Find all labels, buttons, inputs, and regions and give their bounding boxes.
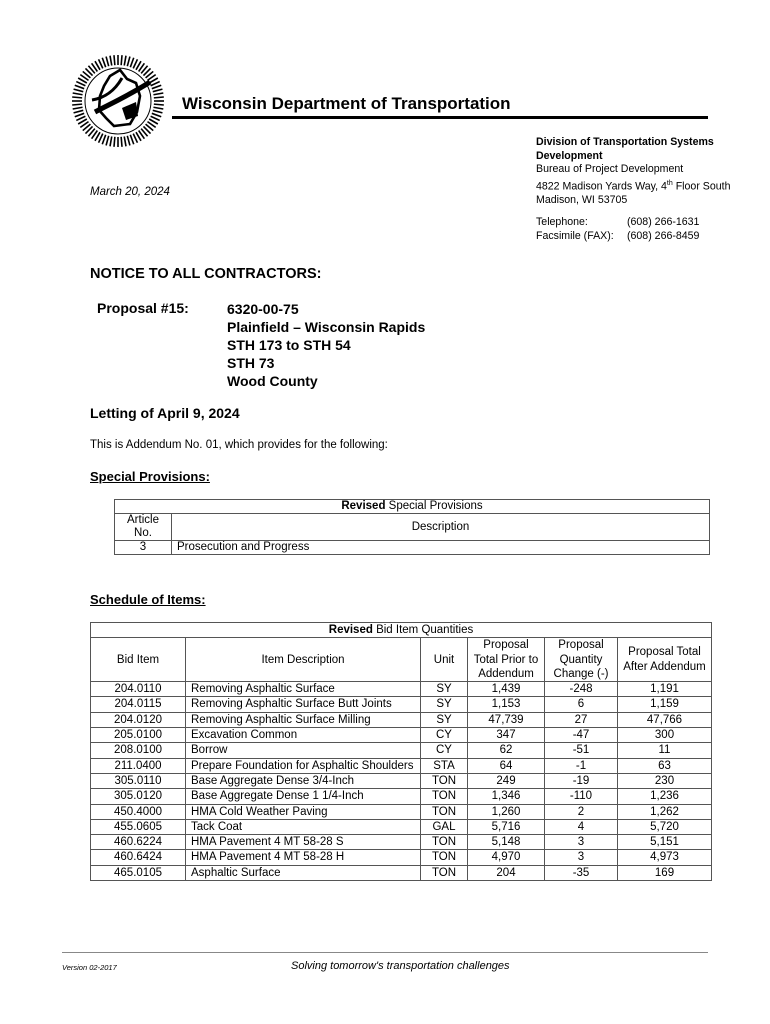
unit-cell: TON [421, 865, 468, 880]
wisdot-logo [70, 52, 166, 150]
proposal-line: STH 173 to STH 54 [227, 337, 351, 353]
table-title [115, 500, 710, 514]
total-after-cell: 5,720 [618, 819, 712, 834]
total-prior-cell: 347 [468, 728, 545, 743]
unit-cell: GAL [421, 819, 468, 834]
total-after-cell: 1,262 [618, 804, 712, 819]
total-after-cell: 63 [618, 758, 712, 773]
proposal-details [227, 300, 425, 390]
fax-row [536, 229, 699, 243]
bid-item-cell: 208.0100 [91, 743, 186, 758]
addendum-intro: This is Addendum No. 01, which provides for the following: [90, 439, 388, 451]
column-header-unit: Unit [421, 638, 468, 682]
total-prior-cell: 5,716 [468, 819, 545, 834]
logo-tick [153, 89, 163, 92]
unit-cell: STA [421, 758, 468, 773]
division-title-line-2: Development [536, 149, 603, 162]
logo-tick [73, 93, 83, 95]
total-prior-cell: 1,439 [468, 682, 545, 697]
item-description-cell: HMA Pavement 4 MT 58-28 H [186, 850, 421, 865]
bid-item-cell: 305.0110 [91, 773, 186, 788]
logo-tick [114, 137, 115, 147]
proposal-label: Proposal #15: [97, 300, 189, 316]
footer-rule [62, 952, 708, 953]
city-state-zip: Madison, WI 53705 [536, 193, 628, 206]
logo-tick [154, 104, 164, 105]
column-header-bid-item: Bid Item [91, 638, 186, 682]
logo-tick [124, 136, 126, 146]
telephone-row [536, 215, 699, 229]
street-address-sup: th [666, 179, 673, 187]
table-row [91, 682, 712, 697]
total-after-cell: 230 [618, 773, 712, 788]
bureau-name: Bureau of Project Development [536, 163, 684, 176]
quantity-change-cell: -1 [545, 758, 618, 773]
table-title-row [91, 623, 712, 638]
logo-tick [106, 57, 109, 67]
logo-tick [102, 135, 105, 144]
item-description-cell: Removing Asphaltic Surface [186, 682, 421, 697]
item-description-cell: HMA Pavement 4 MT 58-28 S [186, 835, 421, 850]
table-title-bold: Revised [341, 500, 386, 512]
table-row [91, 758, 712, 773]
division-address [536, 136, 730, 208]
quantity-change-cell: -110 [545, 789, 618, 804]
unit-cell: CY [421, 743, 468, 758]
proposal-line: 6320-00-75 [227, 301, 299, 317]
quantity-change-cell: 6 [545, 697, 618, 712]
unit-cell: CY [421, 728, 468, 743]
column-header-total-after: Proposal Total After Addendum [618, 638, 712, 682]
table-row [91, 804, 712, 819]
telephone-label: Telephone: [536, 216, 588, 228]
logo-tick [127, 136, 130, 146]
item-description-cell: Base Aggregate Dense 3/4-Inch [186, 773, 421, 788]
unit-cell: TON [421, 804, 468, 819]
item-description-cell: HMA Cold Weather Paving [186, 804, 421, 819]
letter-date: March 20, 2024 [90, 186, 170, 198]
bid-item-cell: 465.0105 [91, 865, 186, 880]
header-rule [172, 116, 708, 119]
table-row [91, 712, 712, 727]
total-after-cell: 1,236 [618, 789, 712, 804]
total-prior-cell: 4,970 [468, 850, 545, 865]
table-row [91, 697, 712, 712]
unit-cell: SY [421, 682, 468, 697]
logo-tick [110, 56, 112, 66]
schedule-of-items-heading: Schedule of Items: [90, 592, 206, 607]
table-row [91, 773, 712, 788]
bid-item-cell: 204.0115 [91, 697, 186, 712]
unit-cell: SY [421, 712, 468, 727]
proposal-line: Wood County [227, 373, 318, 389]
contact-numbers [536, 215, 699, 243]
bid-item-cell: 460.6224 [91, 835, 186, 850]
table-title-rest: Bid Item Quantities [372, 624, 474, 636]
quantity-change-cell: -248 [545, 682, 618, 697]
unit-cell: TON [421, 773, 468, 788]
column-header-item-description: Item Description [186, 638, 421, 682]
total-prior-cell: 1,153 [468, 697, 545, 712]
bid-item-cell: 204.0120 [91, 712, 186, 727]
total-prior-cell: 249 [468, 773, 545, 788]
bid-item-cell: 460.6424 [91, 850, 186, 865]
total-prior-cell: 64 [468, 758, 545, 773]
logo-tick [153, 93, 163, 95]
table-title-rest: Special Provisions [385, 500, 483, 512]
version-label: Version 02-2017 [62, 963, 117, 972]
logo-tick [114, 55, 115, 65]
description-cell: Prosecution and Progress [172, 541, 710, 555]
total-prior-cell: 1,260 [468, 804, 545, 819]
table-title-bold: Revised [328, 624, 373, 636]
street-address [536, 177, 730, 194]
quantity-change-cell: -35 [545, 865, 618, 880]
logo-tick [75, 85, 84, 88]
logo-tick [75, 113, 84, 116]
quantity-change-cell: -51 [545, 743, 618, 758]
unit-cell: TON [421, 850, 468, 865]
table-header-row [91, 638, 712, 682]
total-prior-cell: 204 [468, 865, 545, 880]
item-description-cell: Base Aggregate Dense 1 1/4-Inch [186, 789, 421, 804]
total-prior-cell: 5,148 [468, 835, 545, 850]
notice-title: NOTICE TO ALL CONTRACTORS: [90, 266, 322, 282]
logo-tick [152, 85, 161, 88]
logo-tick [72, 97, 82, 98]
table-row [91, 865, 712, 880]
total-after-cell: 1,191 [618, 682, 712, 697]
quantity-change-cell: 3 [545, 850, 618, 865]
logo-tick [110, 136, 112, 146]
bid-item-cell: 305.0120 [91, 789, 186, 804]
item-description-cell: Tack Coat [186, 819, 421, 834]
logo-tick [106, 136, 109, 146]
quantity-change-cell: 4 [545, 819, 618, 834]
column-header-article: Article No. [115, 514, 172, 541]
table-row [91, 819, 712, 834]
bid-item-cell: 211.0400 [91, 758, 186, 773]
quantity-change-cell: -19 [545, 773, 618, 788]
unit-cell: SY [421, 697, 468, 712]
footer-tagline: Solving tomorrow's transportation challenges [291, 960, 510, 972]
fax-number: (608) 266-8459 [627, 230, 700, 242]
table-title [91, 623, 712, 638]
logo-tick [153, 107, 163, 109]
special-provisions-heading: Special Provisions: [90, 469, 210, 484]
item-description-cell: Removing Asphaltic Surface Milling [186, 712, 421, 727]
logo-tick [74, 110, 84, 113]
street-address-rest: Floor South [672, 180, 731, 193]
logo-tick [121, 55, 122, 65]
total-prior-cell: 47,739 [468, 712, 545, 727]
logo-tick [153, 110, 163, 113]
logo-tick [124, 56, 126, 66]
item-description-cell: Asphaltic Surface [186, 865, 421, 880]
total-after-cell: 300 [618, 728, 712, 743]
quantity-change-cell: 27 [545, 712, 618, 727]
unit-cell: TON [421, 789, 468, 804]
logo-tick [130, 135, 133, 144]
table-header-row [115, 514, 710, 541]
total-after-cell: 4,973 [618, 850, 712, 865]
agency-title: Wisconsin Department of Transportation [182, 94, 511, 113]
division-title-line-1: Division of Transportation Systems [536, 136, 714, 148]
bid-item-cell: 455.0605 [91, 819, 186, 834]
column-header-quantity-change: Proposal Quantity Change (-) [545, 638, 618, 682]
street-address-part: 4822 Madison Yards Way, 4 [536, 180, 667, 193]
table-row [91, 743, 712, 758]
logo-tick [154, 97, 164, 98]
total-after-cell: 5,151 [618, 835, 712, 850]
logo-tick [121, 137, 122, 147]
item-description-cell: Excavation Common [186, 728, 421, 743]
logo-tick [73, 107, 83, 109]
logo-tick [127, 57, 130, 67]
quantity-change-cell: 3 [545, 835, 618, 850]
proposal-line: STH 73 [227, 355, 275, 371]
column-header-total-prior: Proposal Total Prior to Addendum [468, 638, 545, 682]
table-row [91, 789, 712, 804]
logo-tick [74, 89, 84, 92]
bid-item-cell: 204.0110 [91, 682, 186, 697]
special-provisions-table [114, 499, 710, 555]
table-row [91, 850, 712, 865]
letting-date: Letting of April 9, 2024 [90, 405, 240, 421]
logo-tick [152, 113, 161, 116]
table-row [115, 541, 710, 555]
unit-cell: TON [421, 835, 468, 850]
bid-items-table [90, 622, 712, 881]
total-after-cell: 11 [618, 743, 712, 758]
item-description-cell: Prepare Foundation for Asphaltic Shoulders [186, 758, 421, 773]
bid-item-cell: 205.0100 [91, 728, 186, 743]
quantity-change-cell: -47 [545, 728, 618, 743]
total-after-cell: 1,159 [618, 697, 712, 712]
logo-tick [72, 104, 82, 105]
logo-tick [102, 58, 105, 67]
total-after-cell: 47,766 [618, 712, 712, 727]
table-row [91, 728, 712, 743]
total-after-cell: 169 [618, 865, 712, 880]
table-title-row [115, 500, 710, 514]
logo-tick [130, 58, 133, 67]
total-prior-cell: 62 [468, 743, 545, 758]
item-description-cell: Borrow [186, 743, 421, 758]
telephone-number: (608) 266-1631 [627, 216, 700, 228]
article-cell: 3 [115, 541, 172, 555]
proposal-line: Plainfield – Wisconsin Rapids [227, 319, 426, 335]
quantity-change-cell: 2 [545, 804, 618, 819]
total-prior-cell: 1,346 [468, 789, 545, 804]
table-row [91, 835, 712, 850]
bid-item-cell: 450.4000 [91, 804, 186, 819]
item-description-cell: Removing Asphaltic Surface Butt Joints [186, 697, 421, 712]
fax-label: Facsimile (FAX): [536, 230, 614, 242]
column-header-description: Description [172, 514, 710, 541]
